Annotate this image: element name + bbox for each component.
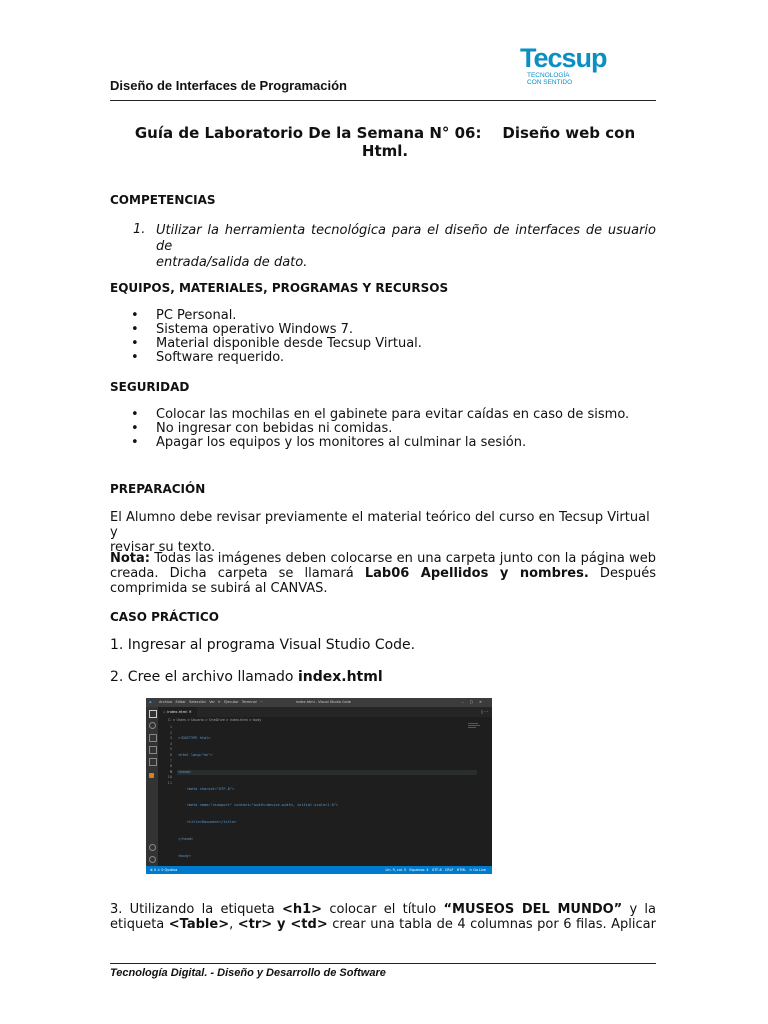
line-number: 3: [169, 736, 172, 741]
settings-gear-icon[interactable]: [149, 856, 156, 863]
code-line: </head>: [178, 836, 194, 841]
header-rule: [110, 100, 656, 101]
list-item: • Sistema operativo Windows 7.: [110, 323, 422, 337]
vscode-logo-icon: ◆: [149, 700, 152, 704]
menu-item[interactable]: Terminal: [241, 700, 257, 704]
line-number: 11: [167, 780, 172, 785]
menu-item[interactable]: Selección: [189, 700, 206, 704]
step-3-text-d: etiqueta: [110, 917, 169, 932]
competencia-line-1: Utilizar la herramienta tecnológica para el diseño de interfaces de usuario de: [156, 223, 656, 254]
code-line: <html lang="en">: [178, 752, 213, 757]
tab-index-html[interactable]: ◇ index.html ✕: [158, 707, 197, 717]
logo-tagline-2: CON SENTIDO: [527, 79, 573, 86]
status-bar: [146, 866, 492, 874]
nota-text-c: Después: [588, 566, 656, 581]
extensions-icon[interactable]: [149, 758, 157, 766]
line-number: 9: [169, 769, 172, 774]
competencias-heading: COMPETENCIAS: [110, 193, 216, 207]
line-number: 4: [169, 741, 172, 746]
line-number: 6: [169, 752, 172, 757]
preparacion-line-2: revisar su texto.: [110, 540, 216, 555]
search-icon[interactable]: [149, 722, 156, 729]
status-left[interactable]: ⊗ 0 ⚠ 0 Quokka: [150, 868, 178, 872]
extension-badge-icon[interactable]: [149, 773, 154, 778]
status-right[interactable]: Lín. 9, col. 5 Espacios: 4 UTF-8 CRLF HTML ⊙ Go Live: [385, 868, 486, 872]
tab-label: index.html: [167, 709, 188, 714]
preparacion-paragraph: [110, 510, 656, 555]
code-line: <!DOCTYPE html>: [178, 736, 211, 741]
equipos-heading: EQUIPOS, MATERIALES, PROGRAMAS Y RECURSOS: [110, 281, 449, 295]
preparacion-heading: PREPARACIÓN: [110, 482, 206, 496]
step-3-text-f: crear una tabla de 4 columnas por 6 filas. Aplicar: [327, 917, 656, 932]
code-line: <meta charset="UTF-8">: [178, 786, 235, 791]
code-line: <body>: [178, 853, 191, 858]
line-number: 5: [169, 747, 172, 752]
h1-tag: <h1>: [281, 902, 323, 917]
line-numbers: [160, 725, 172, 787]
menu-item[interactable]: Editar: [175, 700, 186, 704]
code-line: <title>Document</title>: [178, 820, 237, 825]
step-3-text-c: y la: [622, 902, 657, 917]
code-line: <head>: [178, 769, 191, 774]
competencia-item: [156, 223, 656, 271]
step-3: [110, 902, 656, 932]
breadcrumb: C: > Users > Usuario > OneDrive > index.html > body: [168, 718, 262, 722]
editor-actions-icon[interactable]: ▯ ···: [480, 709, 488, 714]
equipos-list: [110, 309, 422, 365]
step-3-text-e: ,: [229, 917, 238, 932]
step-3-text-a: 3. Utilizando la etiqueta: [110, 902, 282, 917]
menu-item[interactable]: Ir: [218, 700, 221, 704]
step-1: 1. Ingresar al programa Visual Studio Code.: [110, 637, 416, 653]
code-line: <meta name="viewport" content="width=device-width, initial-scale=1.0">: [178, 803, 339, 808]
menu-item[interactable]: Archivo: [159, 700, 173, 704]
seguridad-list: [110, 408, 629, 450]
window-controls-icon[interactable]: –▢✕: [462, 700, 488, 704]
tab-bar: [158, 707, 492, 717]
explorer-icon[interactable]: [149, 710, 157, 718]
vscode-screenshot: [146, 698, 492, 874]
list-item: • Apagar los equipos y los monitores al culminar la sesión.: [110, 436, 629, 450]
window-title: index.html - Visual Studio Code: [296, 700, 351, 704]
course-title: Diseño de Interfaces de Programación: [110, 78, 347, 93]
nota-text-b: creada. Dicha carpeta se llamará: [110, 566, 365, 581]
list-item: • No ingresar con bebidas ni comidas.: [110, 422, 629, 436]
line-number: 8: [169, 764, 172, 769]
footer-rule: [110, 963, 656, 964]
line-number: 1: [169, 725, 172, 729]
menu-item[interactable]: Ver: [209, 700, 215, 704]
menu-item[interactable]: ···: [260, 700, 264, 704]
vscode-titlebar: [146, 698, 492, 707]
logo-name: Tecsup: [520, 43, 607, 73]
nota-label: Nota:: [110, 551, 150, 566]
run-debug-icon[interactable]: [149, 746, 157, 754]
footer-text: Tecnología Digital. - Diseño y Desarrollo de Software: [110, 967, 386, 979]
list-item: • PC Personal.: [110, 309, 422, 323]
vscode-menu: [159, 698, 263, 707]
nota-text-a: Todas las imágenes deben colocarse en una carpeta junto con la página web: [150, 551, 656, 566]
line-number: 2: [169, 730, 172, 735]
account-icon[interactable]: [149, 844, 156, 851]
title-line-1: Guía de Laboratorio De la Semana N° 06: Diseño web con: [134, 124, 636, 142]
list-item: • Colocar las mochilas en el gabinete para evitar caídas en caso de sismo.: [110, 408, 629, 422]
step-2: [110, 669, 383, 685]
logo-tagline-1: TECNOLOGÍA: [527, 72, 570, 79]
activity-bar: [146, 707, 158, 866]
step-2-text: 2. Cree el archivo llamado: [110, 669, 298, 685]
nota-paragraph: [110, 551, 656, 596]
museos-title: “MUSEOS DEL MUNDO”: [443, 902, 623, 917]
html-file-icon: ◇: [163, 709, 168, 714]
menu-item[interactable]: Ejecutar: [224, 700, 239, 704]
source-control-icon[interactable]: [149, 734, 157, 742]
minimap[interactable]: [468, 722, 482, 742]
code-lines: [178, 725, 338, 874]
line-number: 10: [167, 775, 172, 780]
caso-heading: CASO PRÁCTICO: [110, 610, 219, 624]
tecsup-logo: [520, 44, 620, 90]
list-item: • Material disponible desde Tecsup Virtual.: [110, 337, 422, 351]
list-item: • Software requerido.: [110, 351, 422, 365]
step-3-text-b: colocar el título: [322, 902, 444, 917]
seguridad-heading: SEGURIDAD: [110, 380, 190, 394]
document-title: [120, 124, 650, 160]
title-line-2: Html.: [361, 142, 409, 160]
competencia-line-2: entrada/salida de dato.: [156, 255, 308, 270]
preparacion-line-1: El Alumno debe revisar previamente el material teórico del curso en Tecsup Virtual y: [110, 510, 650, 540]
folder-name: Lab06 Apellidos y nombres.: [364, 566, 589, 581]
table-tag: <Table>: [168, 917, 230, 932]
line-number: 7: [169, 758, 172, 763]
nota-text-d: comprimida se subirá al CANVAS.: [110, 581, 328, 596]
file-name: index.html: [297, 669, 383, 685]
tr-td-tags: <tr> y <td>: [237, 917, 328, 932]
competencia-number: 1.: [133, 222, 146, 237]
